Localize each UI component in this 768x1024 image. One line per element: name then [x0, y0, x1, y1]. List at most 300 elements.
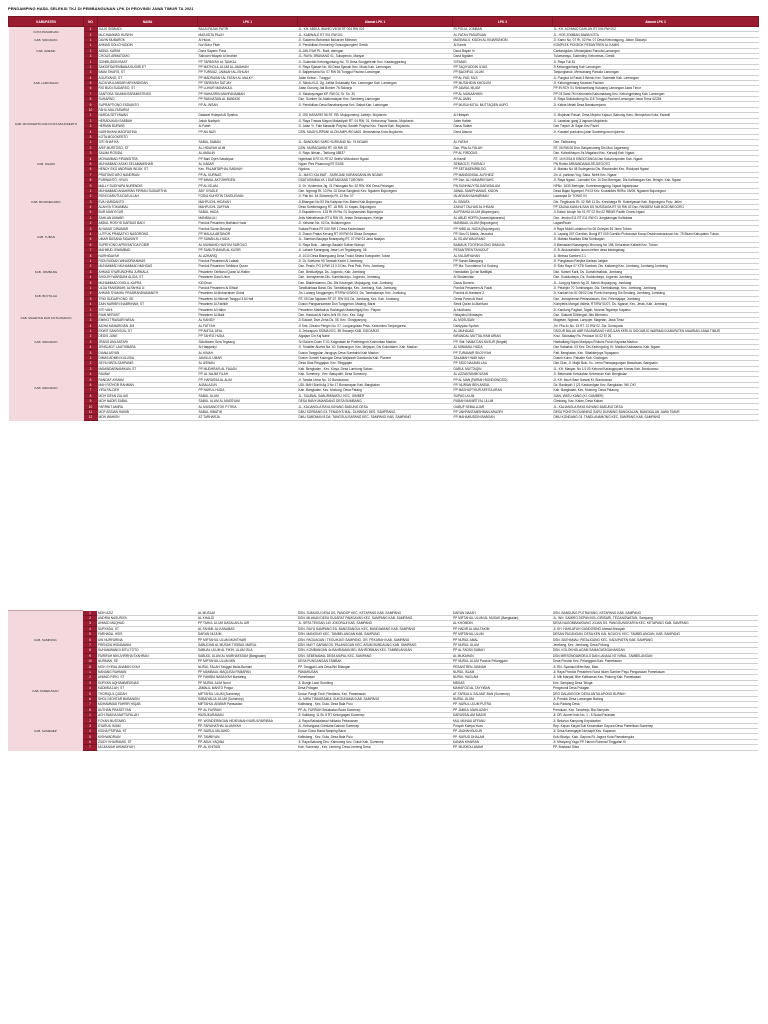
lpk-3-name: Gema Puran Al Hadi [453, 296, 553, 301]
participant-name: SAKSIFSAYEMBANA SUGIRI ET [98, 64, 198, 69]
row-number: 3 [83, 680, 97, 685]
lpk-3-address: Jl. Pungkasan Renjiba Karisan Jatijaw [553, 258, 759, 263]
participant-name: RIZA RUDIAN WINUDRIANIHAS [98, 258, 198, 263]
lpk-1-address: Jl. Pendidikan Kemuning Gunungsungkeri Gresik [298, 43, 453, 48]
lpk-1-address: Kab. Bengkalan , Kec. Kloya, Desa Lumbung Saban [298, 366, 453, 371]
lpk-1-address: Jl. Gulandah Kebongpintang No. 70 Desa Sunggelerah Kec. Kawanggorang [298, 59, 453, 64]
table-body-2 [8, 611, 758, 751]
lpk-3-address: Jl. Beberantu Kekulahan Kebmeran Kab. Bengkulan [553, 372, 759, 377]
lpk-1-name: AL-HIDAYAH ALIM [198, 145, 298, 150]
lpk-1-address: DMU SABOMAN 8 DA. TANGGULISAPANG KEC. SAMPANG KAB. SAMPANG [298, 415, 453, 420]
row-number: 2 [84, 221, 98, 226]
lpk-1-address: DSN. PAGUAGAN / TEGUHJATI SAMPANG, GR. PEKARAH KAB. SAMPANG [297, 637, 452, 642]
lpk-1-address: Dsn. Bebluwijaya, Ds. Jogoroto, Kab. Jombang [298, 269, 453, 274]
row-number: 2 [84, 264, 98, 269]
row-number: 4 [84, 129, 98, 134]
lpk-3-name: PP Sunan Blatagung [453, 258, 553, 263]
lpk-1-name: PP AL ISLAM [198, 183, 298, 188]
lpk-3-address: DESA NAGOMBAWOANG JOJAN DS. PANGGUNGKARYA KEC. KETAPANG KAB. SAMPANG [552, 621, 758, 626]
lpk-3-address: PP ZAIJIALKANLHLSAN DS NUSISAGA RT 05 RW 02 Dsc. PANDEM KAB BOJONEGORO [553, 204, 759, 209]
row-number: 2 [83, 675, 97, 680]
lpk-1-name: Dalawat Hidayah Al Syafina [198, 113, 298, 118]
row-number: 6 [83, 739, 97, 744]
participant-name: EKWIT SANGISOU, ST [98, 328, 198, 333]
lpk-1-name: MIFTAHUL ANWAR Pamuadan [197, 702, 297, 707]
participant-name: ALANYA TOKANBAL [98, 204, 198, 209]
lpk-1-name: AL KINAH [198, 350, 298, 355]
lpk-3-address: DSN. BANDUNG PUTRAYANG. KETAPANG KAB. SAMPANG [552, 611, 758, 616]
participant-name: PRATOMO ARO NANDRIAN [98, 172, 198, 177]
lpk-3-address: Dsn Trepuh Jb Sajan Kec Pacet [553, 124, 759, 129]
lpk-3-address: Khul. Sidosatay Rs. Pedosar 04 02 EI 26 [553, 334, 759, 339]
lpk-1-name: AL AMALIN [198, 150, 298, 155]
participant-name: MUCHAMMAD HUSEIN [98, 32, 198, 37]
lpk-1-name: Pesantren Al-Mubarrahan Gubal [198, 291, 298, 296]
lpk-3-address: Dsn. Sodokobaya, Ds. Sodokobaya, Jogoroto Jombang [553, 274, 759, 279]
lpk-1-address: Jl. Raya Sjawah No. 80 Desa Sjawah Kec. Modo Kab. Lamongan [298, 64, 453, 69]
table-body-1 [9, 27, 759, 421]
lpk-3-address: Jl. Raya Tuli 81 [553, 59, 759, 64]
lpk-3-address: JL. HOS JOMBAN BAWA KOTA [553, 32, 759, 37]
kabupaten-cell: KAB. JOMBANG [9, 258, 84, 285]
row-number: 2 [84, 334, 98, 339]
row-number: 5 [83, 691, 97, 696]
lpk-1-address: Jl. Pak No. 54 Sidomrejo Rt. 12 Rw. 07 [298, 194, 453, 199]
lpk-3-name: AL KHOMDIN [452, 621, 552, 626]
lpk-3-name: MUL MUNAU AFFANU [452, 718, 552, 723]
lpk-1-name: Pondok Sunan Beranyi [198, 226, 298, 231]
table-row [8, 615, 758, 620]
row-number: 6 [84, 242, 98, 247]
lpk-3-name: PP AL MUNAAHHIN [453, 91, 553, 96]
lpk-1-address: Jl. Sidaboyongan KP. RW 01, Sr. Sn. 30 [298, 91, 453, 96]
row-number: 1 [84, 27, 98, 32]
lpk-3-address: DESA PONTON DUNNING SARU DUNNING BANGKALAN, BANGKALAN JAWA TIMUR [553, 409, 759, 414]
lpk-3-address: Dis. Tingkhanlo Rt. 02 RW 11 Ds. Kresinarga Rt. Sukrelyasari Kab. Bojonegoro Prov. Jatim [553, 199, 759, 204]
row-number: 1 [84, 307, 98, 312]
participant-name: AHMAD SYAMHU PRADRANDIAMANITH [98, 291, 198, 296]
lpk-3-address: Jl. Mrwiyang Yaga PP. Hanun Rohmad Tinggalan Ki [552, 739, 758, 744]
lpk-3-name: SEMAOLTI, FIKRIADI [453, 161, 553, 166]
participant-name: SUHANIWANGI BITU TOTO [97, 648, 197, 653]
lpk-1-name: AL MUSLIM [197, 611, 297, 616]
participant-name: SANTOSA TAUMANTARAMISTINSO [98, 91, 198, 96]
lpk-3-address: Kompleks Mangal Valleta, RT/RW 01/07, Ds. Nganar, Kec. Jerak, Kab. Jombang [553, 301, 759, 306]
lpk-1-address: Jl. Raya Trawas Mayun Makadiyah RT. 04 RW. 01, Kebonaray Trawas, Mojokerto [298, 118, 453, 123]
lpk-1-name: PP TURMUZ, JAMAAH AL-ISHLAH [198, 70, 298, 75]
lpk-1-address: Jl. GSI HASAPAT 56 RT. RB. Mojogomeng. Jatirejo. Mojokerto [298, 113, 453, 118]
lpk-3-address: PP 03 Santi 7M Kebonsela Kabumadang Kec. Kebongpintang Kab. Lamongan [553, 91, 759, 96]
lpk-1-name: MAHFUCHL HIDAYAH [198, 199, 298, 204]
row-number: 9 [84, 398, 98, 403]
lpk-1-address: Jln. Lanang Tanggungen, RT/RW 003/003, Ds. Tambakaraja, Kec. Jombang [298, 291, 453, 296]
lpk-3-name: Sewit Quran Al-Mahfuzd [453, 301, 553, 306]
participant-name: LUTFUK PRABATYO NASORONG [98, 231, 198, 236]
lpk-3-name: PN.SUNHNUYITA DARUSALAM [453, 183, 553, 188]
lpk-3-address: Jl. Lawakan gang 3 Ingnam Mojokerto [553, 118, 759, 123]
lpk-3-address: Jl. Pungkol Al Fatah 3 Brindo Kec. Dokmate Kab. Lamongan [553, 75, 759, 80]
lpk-3-name: PP TAQIYUDDIN ILYAS [453, 64, 553, 69]
row-number: 6 [84, 382, 98, 387]
row-number: 4 [84, 274, 98, 279]
lpk-3-name: PP TURAMAR SKOYIYAH [453, 350, 553, 355]
lpk-1-name: ALBALAJUN [198, 382, 298, 387]
lpk-1-address: Dsn. Sumber 3a Jalabundayan Kec. Sambeng Lamongan [298, 97, 453, 102]
lpk-3-address: RT. 10 KOSA 8 SINGOTANGA Dsn Kaluzunyunten Kab. Ngawi [553, 156, 759, 161]
lpk-3-address: Gimbang, Kac. Kalan, Desa Kakan [553, 398, 759, 403]
participant-name: DIANA ASYAN [98, 350, 198, 355]
lpk-1-address: Dsn. Ngrungi Rt. 10 Rw. 02 Desa Sangkrok Kec. Ngasem Bojonegoro [298, 188, 453, 193]
lpk-3-name: AL AZZANTANMOLEAN [453, 372, 553, 377]
lpk-3-address: JL. KALIANGLA RAYA KAYANG BADUNG DESA [553, 404, 759, 409]
participant-name: SUPRAPTIONO ESDIANTO [98, 102, 198, 107]
lpk-1-name: DARUN NUJUM [197, 632, 297, 637]
lpk-1-name: PP MAULA ABTANOR [198, 231, 298, 236]
participants-table-2 [8, 610, 758, 751]
participant-name: MAMINDARNAMIKAN, ST [98, 366, 198, 371]
row-number: 8 [83, 707, 97, 712]
row-number: 2 [84, 291, 98, 296]
participant-name: SOHIBUDDIN BAST [98, 59, 198, 64]
row-number: 2 [84, 361, 98, 366]
participant-name: JENSLADY LAUTISBARA [98, 345, 198, 350]
participant-name: BUR MANYIGUR [98, 210, 198, 215]
row-number: 1 [84, 113, 98, 118]
lpk-3-name: Al Hidayah [453, 113, 553, 118]
lpk-1-address: DSN. SEBENAMAL DESA MAPAL KEC. SAMPANG [297, 653, 452, 658]
lpk-1-address: PP. Tanggali Lami Desa Bhi Bilangan [297, 664, 452, 669]
participant-name: AHMAD MAQHAD [97, 621, 197, 626]
kabupaten-cell: KAB. SIDOARJO [9, 328, 84, 355]
participant-name: FARRNIT AMIRA [98, 404, 198, 409]
lpk-3-address: Pati, Bengkalan, Kec. Sibakkerjoya Toyagarno [553, 350, 759, 355]
kabupaten-cell: KAB. BOYOLALI [9, 285, 84, 307]
lpk-1-address: Jl. Bungh Laon Sumbing [297, 680, 452, 685]
lpk-3-name: Dahiyyato Syofan [453, 323, 553, 328]
lpk-3-address: Jl. Lapang 007 Gurnilah, Bongi RT 009 Gurnillo Plobunasol Karup Dwiohnasvariusan No. 75 Bkam Kabupaten Tuban [553, 231, 759, 236]
kabupaten-cell: KAB. PAMEKASAN [8, 669, 83, 712]
row-number: 8 [84, 97, 98, 102]
participant-name: HENDY EKO ANDRIAN WIJAY, ST [98, 167, 198, 172]
lpk-3-name: AT-TARKULU SALMAT BAN (Sumenep) [452, 691, 552, 696]
lpk-3-address: Tulumanayu, Sukerdiny, Kebonmas, Gresik [553, 53, 759, 58]
lpk-1-name: PP HAHAJIRIN MAHFANAIMAN [198, 91, 298, 96]
table-row [9, 285, 759, 290]
participant-name: CHOLIS ARMATOMO [98, 53, 198, 58]
lpk-1-name: SABUL HIBATIH [198, 409, 298, 414]
lpk-3-name: RUBAH MANIRTYAL ULUM [453, 398, 553, 403]
lpk-3-name: DARUN NAJAH [452, 611, 552, 616]
lpk-3-address: Jl.Subuh Ichayn No 01 RT 02 Rw 02 RBWS Padlih Chanu Ngasi [553, 210, 759, 215]
lpk-3-name: PP. Sitir. NAMA'CAN NUSUR (Negati) [453, 339, 553, 344]
lpk-3-name: PP AL FAD, MLS [453, 75, 553, 80]
lpk-1-name: PP MATHOLIL ULUM AL-UMAHAN [198, 64, 298, 69]
lpk-1-name: Darul Sayaen Puna [198, 48, 298, 53]
lpk-3-address: Ds. Baulayah 1 (21 Kaskondgan Kec. Bangkalan, Wil. DKI [553, 382, 759, 387]
participant-name: FARHADA. HSIS [97, 632, 197, 637]
table-row [9, 188, 759, 193]
participant-name: MAHMUD JIWAMBAD [98, 248, 198, 253]
kabupaten-cell: KAB. GRESIK [9, 43, 84, 59]
row-number: 1 [84, 43, 98, 48]
participant-name: UMAR BUSANA SIDASINTI [98, 237, 198, 242]
lpk-1-name: AL KHALDI [197, 615, 297, 620]
lpk-3-name: Ponyah Kamya Yuan [452, 723, 552, 728]
lpk-1-name: SABAIYALUL ULUM (Sumenep) [197, 696, 297, 701]
lpk-3-name: PP MUSLIHUTUL MUTTAQIEN AUPO [453, 102, 553, 107]
header-alamat-lpk-3: Alamat LPK 3 [553, 17, 759, 27]
participant-name: MOH SYIRAL ANAMIN SYAH [97, 664, 197, 669]
lpk-1-name: Pondok Pesantren Tahfidzul Quran [198, 264, 298, 269]
participant-name: AHMAD RIFKI, ST [97, 675, 197, 680]
header-kabupaten: KABUPATEN [9, 17, 84, 27]
lpk-3-name: PP. MUSHOLLAMAH [452, 745, 552, 750]
lpk-3-address: Jl. Mabalo No 08 Sudegandu Dis. Risorandini Kec. Ridolyani Ngawi [553, 167, 759, 172]
lpk-3-name: PP. NURUD DHALAM [452, 734, 552, 739]
lpk-3-address: PN Rohim ARMANDANALSEJATGOTO [553, 161, 759, 166]
row-number: 1 [84, 285, 98, 290]
participant-name: NURMAN, SE [97, 659, 197, 664]
participant-name: MUHAMMAD KHOLIL KAPRA [98, 280, 198, 285]
row-number: 8 [83, 648, 97, 653]
row-number: 3 [84, 53, 98, 58]
participant-name: MUHAMMAD ANAHIRAN FIRRAN SUDIARTHA [98, 188, 198, 193]
lpk-3-name: Dsn. PNs AL FALAH [453, 145, 553, 150]
header-lpk-1: LPK 1 [198, 17, 298, 27]
lpk-1-name: SABUL HADA [198, 210, 298, 215]
lpk-3-name: SUPAG ULUM [453, 393, 553, 398]
participant-name: IMAM SHAFIS, ST [98, 70, 198, 75]
lpk-3-name: PP Ma. Turunlaboa 9 A Sodong [453, 264, 553, 269]
lpk-1-address: DSN. MLAKAN DESA GUJARAT PAMGAYAN KEC. SAMPANG KAB. SAMPANG [297, 615, 452, 620]
lpk-1-name: PP. AL KHITASI [197, 745, 297, 750]
row-number: 3 [84, 318, 98, 323]
participants-table-1 [8, 16, 759, 421]
lpk-1-name: Sabuan Hidayah Al Ibrahim [198, 53, 298, 58]
lpk-3-address: Prenduan, Kec. Tanwirejo, Bia Sampuis [552, 707, 758, 712]
row-number: 6 [83, 696, 97, 701]
kabupaten-cell: KOTA PASURUAN [9, 27, 84, 38]
lpk-1-name: MAHFUCHL ZAFFAN [198, 204, 298, 209]
lpk-1-name: Al Fatah [198, 124, 298, 129]
lpk-1-name: PP SANUTHAHUB AL KUSIR [198, 248, 298, 253]
lpk-3-address: RT. 06 RW.05 Dsn. Bakyanurang Dis Mun Jagoreang [553, 145, 759, 150]
lpk-1-name: PP. HARASSA AL ALIM [198, 377, 298, 382]
kabupaten-cell: KAB. NGAWI [9, 140, 84, 189]
lpk-1-address: Jetis Mahabhasah RT 6 RW 05, Jetam Setonsayam, Kebijar [298, 215, 453, 220]
row-number: 2 [84, 32, 98, 37]
lpk-3-address: Jl Mamadani Klarangrejo Mnurong No 198. Kelurahan Kaliwiti Kec. Tuban [553, 242, 759, 247]
row-number: 4 [84, 301, 98, 306]
lpk-1-name: PP. NURUL MUJAHID [197, 729, 297, 734]
lpk-3-address: DSOUR BALAK ABR RAJAWBANG HATULAN KERIJU SIDOARJO WARMAN KABUPATEN MAARIAN JAWA TIMUR [553, 328, 759, 333]
participant-name: SALMA ROSIDA [98, 150, 198, 155]
lpk-3-name: PP AL FIRDOUS [453, 150, 553, 155]
participant-name: HARDA SETYAWAN [98, 113, 198, 118]
participant-name: EMING TRIASARI WISAI [98, 318, 198, 323]
participant-name: SEYA NINTA SAHPANIS [98, 361, 198, 366]
lpk-1-address: Tandikahlasa Barat, Dis. Tambakaraja, Kec. Jombang, Kab. Jombang [298, 285, 453, 290]
kabupaten-cell: KAB. LAMONGAN [9, 59, 84, 108]
participant-name: MUJIANIAH AHMADIYAH [97, 745, 197, 750]
lpk-3-address: Jl. Bolo Raya 07 KTB Sumbah, Dis. Kaliwang Kec. Jombang, Jombang Jombang [553, 264, 759, 269]
lpk-3-address: SIAN, WATU KANG (KI, GUMBER) [553, 393, 759, 398]
table-row [9, 113, 759, 118]
lpk-3-name: PP NURUL AMAL [452, 637, 552, 642]
lpk-1-address: DSN. MURAGAHIM RT. 08 RW 03 [298, 145, 453, 150]
lpk-1-address: Kalibdang , Kec. Gula. Desa Bala Pulu [297, 702, 452, 707]
row-number: 4 [84, 231, 98, 236]
row-number: 4 [84, 156, 98, 161]
row-number: 7 [84, 388, 98, 393]
row-number: 7 [83, 642, 97, 647]
lpk-3-name: ALIFRAHULULUM (Bojonegoro) [453, 210, 553, 215]
lpk-3-address: Jl. Mojolsari Pasuri, Desa Mejobo Kajaun, Babunig Haru, Mempuhan Kota, Kwantil [553, 113, 759, 118]
lpk-3-address: Jl. KH. Moch Bani Garwal Kr. Bondowoso [553, 377, 759, 382]
row-number: 8 [84, 177, 98, 182]
table-block-1 [8, 16, 758, 421]
lpk-1-address: Jl. Bajiperdana No. 07 RW 06 Tunggul Paciran Lamongan [298, 70, 453, 75]
lpk-1-address: RT. 09 Dsn Ngawan RT 07, RW 001 Ds. Jombang, Kec. Kab. Jombang [298, 296, 453, 301]
participant-name: SITI SHAFIYA [98, 140, 198, 145]
participant-name: SHOLI MOHTAR BUBANGIN [97, 696, 197, 701]
lpk-3-name: PP NIBD AL HUDA (Bojonegoro) [453, 226, 553, 231]
lpk-1-address: Sri Salorm Doan Tl 01 Kalgedade ke Posfelingroh Kotmurkan Madiun [298, 339, 453, 344]
lpk-3-address: JL. KH. ACHMAD DAHLAN RT 004 RW 002 [553, 27, 759, 32]
lpk-3-address: Jl. Kuwatel punkulmo jalan Sumbergora mojokerto [553, 129, 759, 134]
lpk-1-name: AL MUSAWOTOK FYTRIA [198, 404, 298, 409]
lpk-3-address: Lawanjad Dr TONIO 04 [553, 194, 759, 199]
lpk-3-name: BAMAUK TOOFIKULONG DIMLINA [453, 242, 553, 247]
lpk-1-name: Jakob Nadiyah [198, 118, 298, 123]
header-no: NO [84, 17, 98, 27]
lpk-1-address: Ngokoa [298, 167, 453, 172]
kabupaten-cell: KAB. SUMENEP [8, 712, 83, 750]
row-number: 5 [84, 280, 98, 285]
lpk-1-name: PP MIFTAHUL ULUM MIN [197, 659, 297, 664]
participant-name: MUHAMMAD MUHAMMAD MAHDAS [98, 264, 198, 269]
lpk-1-name: PP TAHUL ULUM DASALAN AL AIR [197, 621, 297, 626]
participant-name: PURWANTO, HYUN [98, 177, 198, 182]
lpk-3-name: AL MUKAHAN [452, 653, 552, 658]
participant-name: JULIS SISBIADI [98, 27, 198, 32]
participant-name: DEDIS JUNE [98, 334, 198, 339]
lpk-1-address: DSATUSIMBALYA 1 DMTANGANS TURONIN [298, 177, 453, 182]
participant-name: AGUSYANG, ST [98, 75, 198, 80]
kabupaten-cell: KAB. BOJONEGORO [9, 188, 84, 215]
participant-name: ABDUL KARIM [98, 48, 198, 53]
lpk-3-name: Al Sholamutan [453, 274, 553, 279]
row-number: 2 [84, 48, 98, 53]
lpk-1-address: Jl. Jalan Yr. Fale Masarah Prayhsi Gaoteh Prayhsi Kec. Fasuhi Kab. Mojokerto [298, 124, 453, 129]
lpk-3-name: PP. NURIAN BEN ANSAL [453, 382, 553, 387]
row-number: 3 [84, 339, 98, 344]
lpk-1-address: Ngorn Ples Pisaurong RT 03/08 [298, 161, 453, 166]
row-number: 1 [84, 140, 98, 145]
participant-name: MOH AZIZ [97, 611, 197, 616]
lpk-1-name: PP MUDHRAFLAL FAUAN [198, 366, 298, 371]
participant-name: ARIF MURTOSO, ST [98, 145, 198, 150]
kabupaten-cell: KAB. SAMPANG [8, 611, 83, 670]
lpk-1-address: PAMAHUSAN [297, 669, 452, 674]
lpk-3-address: Jl. KH. HAHLAFUH GUNDOSING Ahmad Ahnayah [552, 626, 758, 631]
lpk-3-name: PP Dsn. AL HAMARKIYAHS [453, 177, 553, 182]
lpk-3-name: Darul Alauna [453, 129, 553, 134]
lpk-3-name: Al Kamis [453, 43, 553, 48]
lpk-1-address: Jl.Sukawi, Dsm Zena Ds. 05, Kec. Gongiyanyng [298, 318, 453, 323]
lpk-1-address: Jl. Raya Batuang Dirs. Kaleuraeg Kec. Guluk Kab. Sumenep [297, 739, 452, 744]
lpk-3-address: Jl Raya Mukti Lohiahun No 08 Guleyan 55 Jtcno Tuban [553, 226, 759, 231]
row-number: 5 [84, 210, 98, 215]
row-number: 11 [84, 409, 98, 414]
lpk-3-name: Darul Bayan In [453, 48, 553, 53]
lpk-1-address: Jl. Sudarmo Buhamuk Mukarom Mbewon [298, 37, 453, 42]
lpk-3-name: PP JAMIUL MLAM [453, 86, 553, 91]
lpk-1-name: SABUCHAI AL MUSAK TISIRAIL MARUL [197, 642, 297, 647]
participant-name: ACH RAKHA MAFTUPALAH [97, 712, 197, 717]
lpk-1-address: JL. MAYO KALINAT - SARKJANI KARANGANNJIN NGAWI [298, 172, 453, 177]
lpk-3-name: MASIMALS, KIDON AL KINARUNIOM [453, 37, 553, 42]
participant-name: MUHAMMAD FAHRIR HIQAB [97, 702, 197, 707]
row-number: 7 [83, 745, 97, 750]
lpk-3-address: Jln. Pila 3c No. 15 RT. 22 RW 02. Dis. Sumoyudo [553, 323, 759, 328]
header-alamat-lpk-1: Alamat LPK 1 [298, 17, 453, 27]
lpk-1-name: JAMILUL UMAR [198, 355, 298, 360]
lpk-3-address: JL. WH. SAMIRO DEPAN KEL.GIRISARI, TEGANGWATAN, Sampang [552, 615, 758, 620]
lpk-1-name: PP TAHFIZ HUDA [198, 334, 298, 339]
lpk-3-name: PP BACHRUL ULUM [453, 70, 553, 75]
lpk-3-address: Dsn Glas, Jl. Majid Bulu, Kc. Lemu Pamapagungan Bawahuas, Bangsatin [553, 361, 759, 366]
lpk-3-name: PP SIDO NAJAMILLALI [453, 361, 553, 366]
row-number: 8 [84, 253, 98, 258]
lpk-3-name: IALAFAIAN BAHARMAN [453, 194, 553, 199]
lpk-3-address: Jl. Kankah No 51 05/02 Dsu Puntu Kampung Dis Sindang, Jombang, Jombang [553, 291, 759, 296]
participant-name: HERMIN BURWIS [98, 124, 198, 129]
lpk-1-address: Jl. Raya Bulu - Jatirogo Bawahi Sulkan Warupt [298, 242, 453, 247]
lpk-1-address: Ngimbadi 8 RT.01 RT.02 Selelo Widodoron Ngawi [298, 156, 453, 161]
lpk-1-name: PP MADRASAH AL FATAH AL MALKY [198, 75, 298, 80]
kabupaten-cell: KAB. MAGETAN DAN KOTA MADIUN [9, 307, 84, 329]
lpk-1-address: Jl. Dusun Pratus Kerung RT 09 RW 04 Dlesa Surapaso [298, 231, 453, 236]
lpk-1-name: WUSUKARAMAN [197, 712, 297, 717]
lpk-1-name: PP RAKHATAIN AL BANNOK [198, 97, 298, 102]
lpk-3-address: JL. KH. Masyar. No 1/1 00 Kekurai Karangquyam Kamar Kab. Bondowoso [553, 366, 759, 371]
lpk-1-address: DSN. KOMBANGAN 4c BAHRAMAN BEI. BAHROBMAN KEC. TAMBELANGAN [297, 648, 452, 653]
participant-name: TRIO SUDARYONO, SE [98, 296, 198, 301]
lpk-3-name: PP. NURUL ULUM PUTRA [452, 702, 552, 707]
participant-name: ZIUDY KHAIRAMIS, ST [97, 739, 197, 744]
lpk-3-name: PP MIFTAHUL ULUM [452, 632, 552, 637]
lpk-3-address: Rep. Kepan Kiayat Suti Kecamatan Gapura Desa Pamelikan Sumenep [552, 723, 758, 728]
row-number: 11 [83, 664, 97, 669]
participant-name: ABDUL ROSYID DARDAS BADI [98, 221, 198, 226]
participant-name: HERADUKAN SABBAH [98, 118, 198, 123]
lpk-3-address: Jl. Belunun Kampung Kepulawlan [552, 718, 758, 723]
lpk-3-address: Dsn. Sakurat Dlhhtngah Jkts Mlemenu [553, 312, 759, 317]
lpk-1-address: Jl Srst, Ghrahu Pengin No. 07. Lungungusan Prsis. Kebumkno Tanjungaresi [298, 323, 453, 328]
lpk-1-address: JL. MIRA TIBAURAMUL SUKGUNAMAI KAB. SAMPANG [297, 696, 452, 701]
lpk-3-name: PESANTREN JANNAH [452, 664, 552, 669]
lpk-3-address: Magetan, Nglowa, Lanyojer, Magetan, Jawa Timur [553, 318, 759, 323]
row-number: 5 [83, 632, 97, 637]
row-number: 1 [83, 611, 97, 616]
lpk-3-name: KANAN KHAIRAN [452, 739, 552, 744]
row-number: 3 [84, 366, 98, 371]
lpk-3-address: Jl. B. Abdusahabin dusun kebon desa karangasag [553, 248, 759, 253]
row-number: 4 [84, 345, 98, 350]
row-number: 3 [84, 124, 98, 129]
lpk-3-name: AL ISLAM WALIRANG [453, 237, 553, 242]
